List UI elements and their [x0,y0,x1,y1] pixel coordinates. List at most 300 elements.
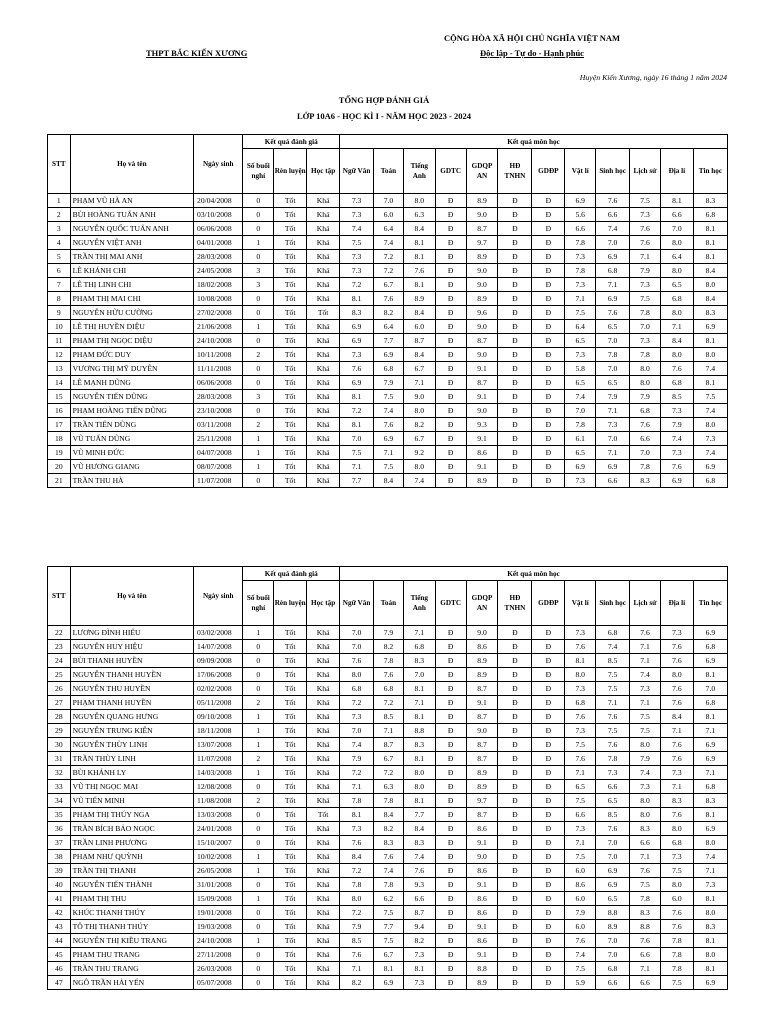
grade-cell: 6.0 [565,920,596,934]
grade-cell: 6.4 [565,320,596,334]
grade-cell: 8.3 [630,822,661,836]
absent-cell: 0 [243,668,274,682]
absent-cell: 0 [243,640,274,654]
table-row [48,460,728,474]
grade-cell: 8.3 [403,654,435,668]
dob-cell: 09/09/2008 [194,654,243,668]
conduct-cell: Tốt [274,822,307,836]
grade-cell: Đ [435,194,466,208]
col-subject: Sinh học [596,581,630,626]
grade-cell: Đ [435,306,466,320]
grade-cell: Đ [435,696,466,710]
dob-cell: 10/02/2008 [194,850,243,864]
table-row [48,738,728,752]
grade-cell: 6.8 [660,836,693,850]
table-row [48,292,728,306]
col-stt: STT [48,567,71,626]
grade-cell: 8.0 [693,278,727,292]
stt-cell: 22 [48,626,71,640]
grade-cell: 8.9 [466,250,498,264]
grade-cell: 9.0 [403,390,435,404]
table-row [48,864,728,878]
grade-cell: 7.1 [630,654,661,668]
grade-cell: 7.8 [630,306,661,320]
grade-cell: 7.6 [374,418,404,432]
grade-cell: Đ [498,920,532,934]
conduct-cell: Tốt [274,668,307,682]
grade-cell: Đ [435,390,466,404]
grade-cell: 8.4 [403,822,435,836]
grade-cell: 7.9 [660,418,693,432]
grade-cell: Đ [435,934,466,948]
dob-cell: 14/03/2008 [194,766,243,780]
grade-cell: 7.0 [596,334,630,348]
grade-cell: 7.2 [340,404,374,418]
stt-cell: 16 [48,404,71,418]
table-row [48,836,728,850]
absent-cell: 1 [243,864,274,878]
grade-cell: Đ [435,208,466,222]
stt-cell: 13 [48,362,71,376]
conduct-cell: Tốt [274,626,307,640]
grade-cell: 7.5 [630,724,661,738]
grade-cell: 7.6 [660,738,693,752]
col-group-eval: Kết quả đánh giá [243,567,340,581]
grade-cell: 6.9 [596,292,630,306]
dob-cell: 09/10/2008 [194,710,243,724]
student-name-cell: BÙI HOÀNG TUẤN ANH [70,208,193,222]
grade-cell: Đ [532,920,565,934]
grade-cell: 7.2 [374,264,404,278]
stt-cell: 2 [48,208,71,222]
grade-cell: 8.2 [403,934,435,948]
col-subject: Ngữ Văn [340,149,374,194]
student-name-cell: PHẠM ĐỨC DUY [70,348,193,362]
grade-cell: 7.2 [340,906,374,920]
table-row [48,920,728,934]
grade-cell: Đ [532,836,565,850]
grade-cell: 6.9 [374,432,404,446]
student-name-cell: NGUYỄN TRUNG KIÊN [70,724,193,738]
grade-cell: 6.8 [693,208,727,222]
grade-cell: 8.1 [340,292,374,306]
grade-cell: 9.1 [466,696,498,710]
grade-cell: Đ [498,766,532,780]
grade-cell: 8.6 [466,640,498,654]
conduct-cell: Tốt [274,292,307,306]
absent-cell: 1 [243,432,274,446]
study-cell: Khá [307,920,340,934]
grade-cell: 6.9 [596,864,630,878]
grade-cell: 9.0 [466,850,498,864]
student-name-cell: PHẠM THỊ MAI CHI [70,292,193,306]
stt-cell: 26 [48,682,71,696]
grade-cell: 8.7 [466,376,498,390]
conduct-cell: Tốt [274,474,307,488]
dob-cell: 14/07/2008 [194,640,243,654]
study-cell: Khá [307,892,340,906]
study-cell: Khá [307,194,340,208]
grade-cell: 7.6 [565,934,596,948]
grade-cell: Đ [532,362,565,376]
grade-cell: 8.4 [403,222,435,236]
stt-cell: 3 [48,222,71,236]
student-name-cell: PHẠM THỊ NGỌC DIỆU [70,334,193,348]
student-name-cell: NGUYỄN QUANG HƯNG [70,710,193,724]
grade-cell: 7.7 [403,808,435,822]
grade-cell: 7.1 [630,250,661,264]
grade-cell: 6.9 [693,738,727,752]
grade-cell: Đ [498,460,532,474]
grade-cell: Đ [532,460,565,474]
study-cell: Khá [307,474,340,488]
grade-cell: Đ [532,696,565,710]
conduct-cell: Tốt [274,850,307,864]
study-cell: Khá [307,794,340,808]
grade-cell: 8.1 [340,418,374,432]
grade-cell: 5.6 [565,208,596,222]
grade-cell: 7.5 [630,194,661,208]
dob-cell: 05/11/2008 [194,696,243,710]
dob-cell: 19/01/2008 [194,906,243,920]
grade-cell: 7.3 [630,334,661,348]
col-study: Học tập [307,581,340,626]
grade-cell: 8.0 [630,808,661,822]
grade-cell: Đ [532,376,565,390]
grade-cell: Đ [532,334,565,348]
grade-cell: Đ [498,446,532,460]
stt-cell: 46 [48,962,71,976]
grade-cell: 6.8 [596,962,630,976]
grade-cell: 7.0 [596,850,630,864]
grade-cell: 9.0 [466,404,498,418]
grade-cell: 8.1 [693,962,727,976]
student-name-cell: NGUYỄN THỊ KIỀU TRANG [70,934,193,948]
stt-cell: 30 [48,738,71,752]
dob-cell: 26/03/2008 [194,962,243,976]
stt-cell: 41 [48,892,71,906]
grade-cell: 7.9 [630,390,661,404]
grade-cell: 6.5 [660,278,693,292]
grade-cell: 6.9 [693,752,727,766]
grade-cell: 7.8 [374,878,404,892]
table-row [48,710,728,724]
dob-cell: 06/06/2008 [194,222,243,236]
grade-cell: 9.1 [466,390,498,404]
grade-cell: 7.6 [596,194,630,208]
conduct-cell: Tốt [274,878,307,892]
table-row [48,780,728,794]
grade-cell: 7.6 [660,920,693,934]
document-title: TỔNG HỢP ĐÁNH GIÁ [338,95,430,105]
table-row [48,696,728,710]
conduct-cell: Tốt [274,934,307,948]
student-name-cell: NGUYỄN HỮU CƯỜNG [70,306,193,320]
grade-cell: Đ [532,682,565,696]
grade-cell: 8.1 [403,962,435,976]
grade-cell: 8.3 [374,836,404,850]
stt-cell: 36 [48,822,71,836]
grade-cell: 8.4 [693,292,727,306]
grade-cell: 8.3 [630,906,661,920]
grade-cell: Đ [532,222,565,236]
grade-cell: Đ [498,222,532,236]
grade-cell: 8.1 [693,808,727,822]
grade-cell: 7.6 [403,264,435,278]
study-cell: Khá [307,446,340,460]
grade-cell: Đ [498,878,532,892]
study-cell: Khá [307,432,340,446]
study-cell: Khá [307,738,340,752]
grade-cell: 8.1 [403,278,435,292]
student-name-cell: KHÚC THANH THÚY [70,906,193,920]
student-name-cell: TRẦN THU HÀ [70,474,193,488]
grade-cell: Đ [435,780,466,794]
grade-cell: Đ [532,962,565,976]
table-row [48,222,728,236]
grade-cell: 6.9 [596,460,630,474]
grades-table-body [48,626,728,990]
grade-cell: 6.5 [596,376,630,390]
grade-cell: Đ [498,850,532,864]
grade-cell: 7.1 [565,766,596,780]
absent-cell: 2 [243,752,274,766]
grade-cell: Đ [498,682,532,696]
grade-cell: 6.6 [630,948,661,962]
grade-cell: Đ [435,794,466,808]
grade-cell: 6.5 [596,892,630,906]
grade-cell: 9.1 [466,920,498,934]
grade-cell: Đ [435,474,466,488]
grade-cell: 6.9 [565,194,596,208]
absent-cell: 1 [243,738,274,752]
grade-cell: 7.3 [565,822,596,836]
grade-cell: 7.8 [374,794,404,808]
grade-cell: 7.8 [630,460,661,474]
grade-cell: 7.3 [565,682,596,696]
table-row [48,948,728,962]
dob-cell: 13/07/2008 [194,738,243,752]
grade-cell: 8.0 [630,376,661,390]
dob-cell: 11/11/2008 [194,362,243,376]
grade-cell: 8.1 [693,710,727,724]
absent-cell: 2 [243,696,274,710]
grade-cell: Đ [532,640,565,654]
grade-cell: 7.8 [565,236,596,250]
grade-cell: 8.9 [466,668,498,682]
grade-cell: 7.8 [565,264,596,278]
grade-cell: 9.1 [466,948,498,962]
dob-cell: 06/06/2008 [194,376,243,390]
stt-cell: 21 [48,474,71,488]
grade-cell: 7.0 [340,626,374,640]
grade-cell: 7.8 [630,892,661,906]
grade-cell: Đ [532,976,565,990]
grade-cell: 7.1 [340,962,374,976]
school-name: THPT BẮC KIẾN XƯƠNG [146,48,248,58]
conduct-cell: Tốt [274,766,307,780]
dob-cell: 12/08/2008 [194,780,243,794]
grade-cell: 7.3 [340,208,374,222]
grade-cell: 7.0 [596,236,630,250]
grade-cell: 6.8 [596,264,630,278]
absent-cell: 2 [243,348,274,362]
grade-cell: 7.1 [660,724,693,738]
grade-cell: 8.0 [630,794,661,808]
grade-cell: Đ [532,878,565,892]
conduct-cell: Tốt [274,864,307,878]
grade-cell: 8.2 [374,822,404,836]
absent-cell: 0 [243,306,274,320]
grade-cell: 7.0 [565,404,596,418]
grade-cell: Đ [498,432,532,446]
study-cell: Khá [307,376,340,390]
grade-cell: 9.0 [466,724,498,738]
grade-cell: Đ [435,278,466,292]
grade-cell: Đ [532,850,565,864]
grade-cell: Đ [435,654,466,668]
study-cell: Tốt [307,306,340,320]
grade-cell: Đ [532,892,565,906]
grade-cell: Đ [498,934,532,948]
grade-cell: 7.7 [340,474,374,488]
conduct-cell: Tốt [274,682,307,696]
grade-cell: 7.5 [596,682,630,696]
col-subject: Lịch sử [630,581,661,626]
grade-cell: 7.5 [660,976,693,990]
grade-cell: Đ [532,948,565,962]
grade-cell: Đ [532,906,565,920]
study-cell: Khá [307,976,340,990]
grade-cell: 6.3 [374,780,404,794]
conduct-cell: Tốt [274,236,307,250]
dob-cell: 15/10/2007 [194,836,243,850]
grade-cell: Đ [498,404,532,418]
grade-cell: 7.4 [693,850,727,864]
grade-cell: 7.3 [660,850,693,864]
col-name: Họ và tên [70,135,193,194]
table-row [48,850,728,864]
table-row [48,418,728,432]
grade-cell: 7.7 [374,334,404,348]
study-cell: Khá [307,934,340,948]
grade-cell: 8.0 [340,892,374,906]
grade-cell: Đ [498,390,532,404]
conduct-cell: Tốt [274,640,307,654]
grade-cell: 8.0 [403,194,435,208]
stt-cell: 14 [48,376,71,390]
dob-cell: 03/10/2008 [194,208,243,222]
grade-cell: 7.3 [630,208,661,222]
student-name-cell: PHẠM THỊ THU [70,892,193,906]
conduct-cell: Tốt [274,962,307,976]
stt-cell: 27 [48,696,71,710]
grade-cell: 8.1 [660,194,693,208]
study-cell: Tốt [307,808,340,822]
col-subject: Lịch sử [630,149,661,194]
grade-cell: 7.6 [565,640,596,654]
grade-cell: 6.9 [340,334,374,348]
grade-cell: Đ [498,250,532,264]
grade-cell: 7.4 [374,404,404,418]
table-row [48,934,728,948]
grade-cell: 7.3 [660,446,693,460]
grade-cell: 7.6 [596,710,630,724]
grade-cell: 7.6 [660,460,693,474]
grade-cell: 7.1 [630,640,661,654]
grades-table-2 [47,566,728,990]
grade-cell: 7.3 [630,780,661,794]
student-name-cell: PHẠM THANH HUYỀN [70,696,193,710]
table-row [48,724,728,738]
dob-cell: 05/07/2008 [194,976,243,990]
stt-cell: 4 [48,236,71,250]
table-row [48,334,728,348]
student-name-cell: LƯƠNG ĐÌNH HIẾU [70,626,193,640]
student-name-cell: TRẦN LINH PHƯƠNG [70,836,193,850]
grade-cell: Đ [435,724,466,738]
grade-cell: Đ [435,766,466,780]
conduct-cell: Tốt [274,780,307,794]
grade-cell: Đ [498,710,532,724]
grades-table-body [48,194,728,488]
grade-cell: Đ [498,292,532,306]
grade-cell: Đ [498,640,532,654]
grade-cell: 7.9 [630,752,661,766]
dob-cell: 17/06/2008 [194,668,243,682]
absent-cell: 0 [243,208,274,222]
grade-cell: 7.2 [374,766,404,780]
table-row [48,404,728,418]
grade-cell: 7.0 [596,934,630,948]
grade-cell: Đ [532,278,565,292]
conduct-cell: Tốt [274,250,307,264]
grade-cell: 7.0 [630,446,661,460]
grade-cell: 7.9 [374,626,404,640]
grade-cell: Đ [435,250,466,264]
grade-cell: 8.1 [403,250,435,264]
grade-cell: 8.9 [466,292,498,306]
absent-cell: 1 [243,724,274,738]
grade-cell: 8.6 [466,892,498,906]
grade-cell: 7.5 [565,850,596,864]
grade-cell: Đ [498,208,532,222]
grade-cell: Đ [498,836,532,850]
stt-cell: 35 [48,808,71,822]
grade-cell: Đ [498,320,532,334]
grade-cell: 7.6 [565,752,596,766]
absent-cell: 1 [243,766,274,780]
col-absent: Số buổi nghỉ [243,149,274,194]
grade-cell: 6.9 [693,320,727,334]
grade-cell: Đ [498,236,532,250]
col-subject: HĐ TNHN [498,149,532,194]
grade-cell: 7.3 [340,194,374,208]
grade-cell: 8.1 [340,808,374,822]
grade-cell: 8.6 [466,906,498,920]
absent-cell: 0 [243,976,274,990]
conduct-cell: Tốt [274,738,307,752]
grade-cell: Đ [435,836,466,850]
study-cell: Khá [307,752,340,766]
grade-cell: Đ [435,976,466,990]
grade-cell: Đ [498,306,532,320]
grade-cell: 7.3 [630,682,661,696]
grade-cell: 7.2 [340,864,374,878]
grade-cell: Đ [498,264,532,278]
stt-cell: 7 [48,278,71,292]
grade-cell: 7.4 [630,668,661,682]
